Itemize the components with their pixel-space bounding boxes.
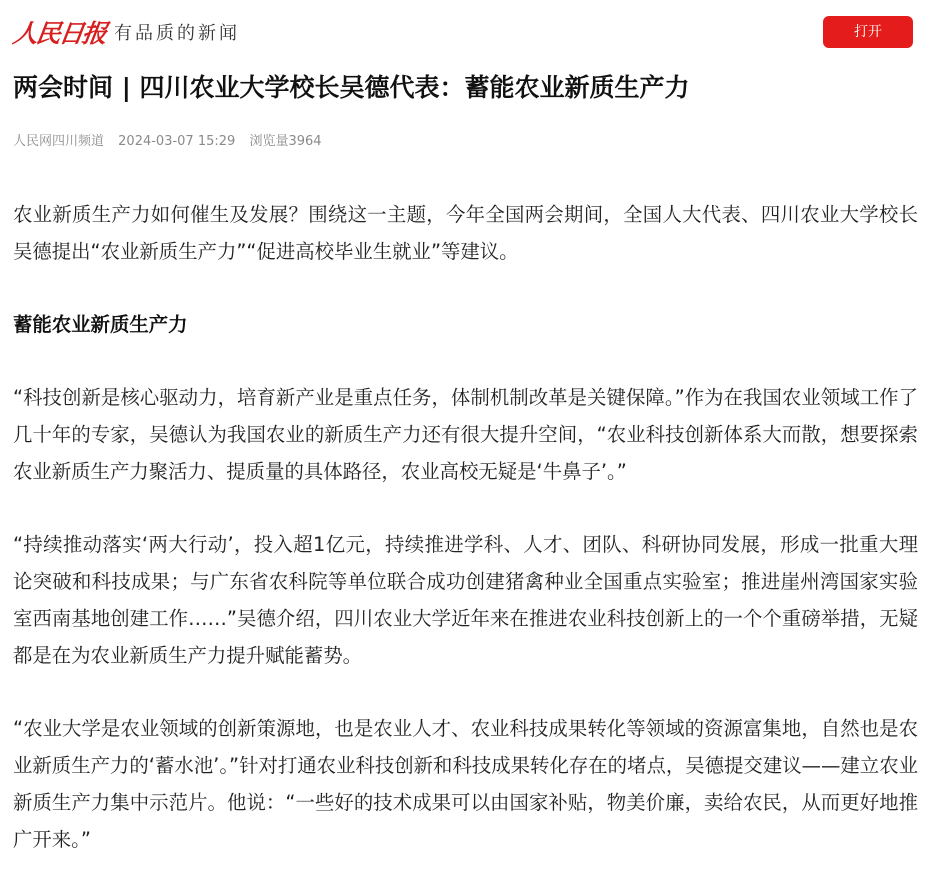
article-body bbox=[13, 196, 918, 894]
paragraph-quote-2: “持续推动落实‘两大行动’，投入超1亿元，持续推进学科、人才、团队、科研协同发展，形成一批重大理论突破和科技成果；与广东省农科院等单位联合成功创建猪禽种业全国重点实验室；推进崖州湾国家实验室西南基地创建工作……”吴德介绍，四川农业大学近年来在推进农业科技创新上的一个个重磅举措，无疑都是在为农业新质生产力提升赋能蓄势。 bbox=[13, 533, 918, 667]
section-heading: 蓄能农业新质生产力 bbox=[13, 313, 188, 336]
peoples-daily-logo[interactable]: 人民日报 bbox=[11, 19, 108, 48]
paragraph-intro: 农业新质生产力如何催生及发展？围绕这一主题，今年全国两会期间，全国人大代表、四川农业大学校长吴德提出“农业新质生产力”“促进高校毕业生就业”等建议。 bbox=[13, 203, 918, 263]
slogan: 有品质的新闻 bbox=[114, 23, 240, 44]
paragraph-quote-1: “科技创新是核心驱动力，培育新产业是重点任务，体制机制改革是关键保障。”作为在我国农业领域工作了几十年的专家，吴德认为我国农业的新质生产力还有很大提升空间，“农业科技创新体系大而散，想要探索农业新质生产力聚活力、提质量的具体路径，农业高校无疑是‘牛鼻子’。” bbox=[13, 386, 918, 483]
article-title: 两会时间 | 四川农业大学校长吴德代表：蓄能农业新质生产力 bbox=[13, 73, 690, 102]
open-app-button[interactable]: 打开 bbox=[823, 16, 913, 48]
article-datetime: 2024-03-07 15:29 bbox=[118, 134, 236, 149]
article-source: 人民网四川频道 bbox=[13, 134, 105, 149]
article-meta bbox=[13, 131, 332, 153]
article-views: 浏览量3964 bbox=[249, 134, 322, 149]
top-bar bbox=[0, 0, 932, 64]
paragraph-quote-3: “农业大学是农业领域的创新策源地，也是农业人才、农业科技成果转化等领域的资源富集地，自然也是农业新质生产力的‘蓄水池’。”针对打通农业科技创新和科技成果转化存在的堵点，吴德提交建议——建立农业新质生产力集中示范片。他说：“一些好的技术成果可以由国家补贴，物美价廉，卖给农民，从而更好地推广开来。” bbox=[13, 717, 918, 851]
